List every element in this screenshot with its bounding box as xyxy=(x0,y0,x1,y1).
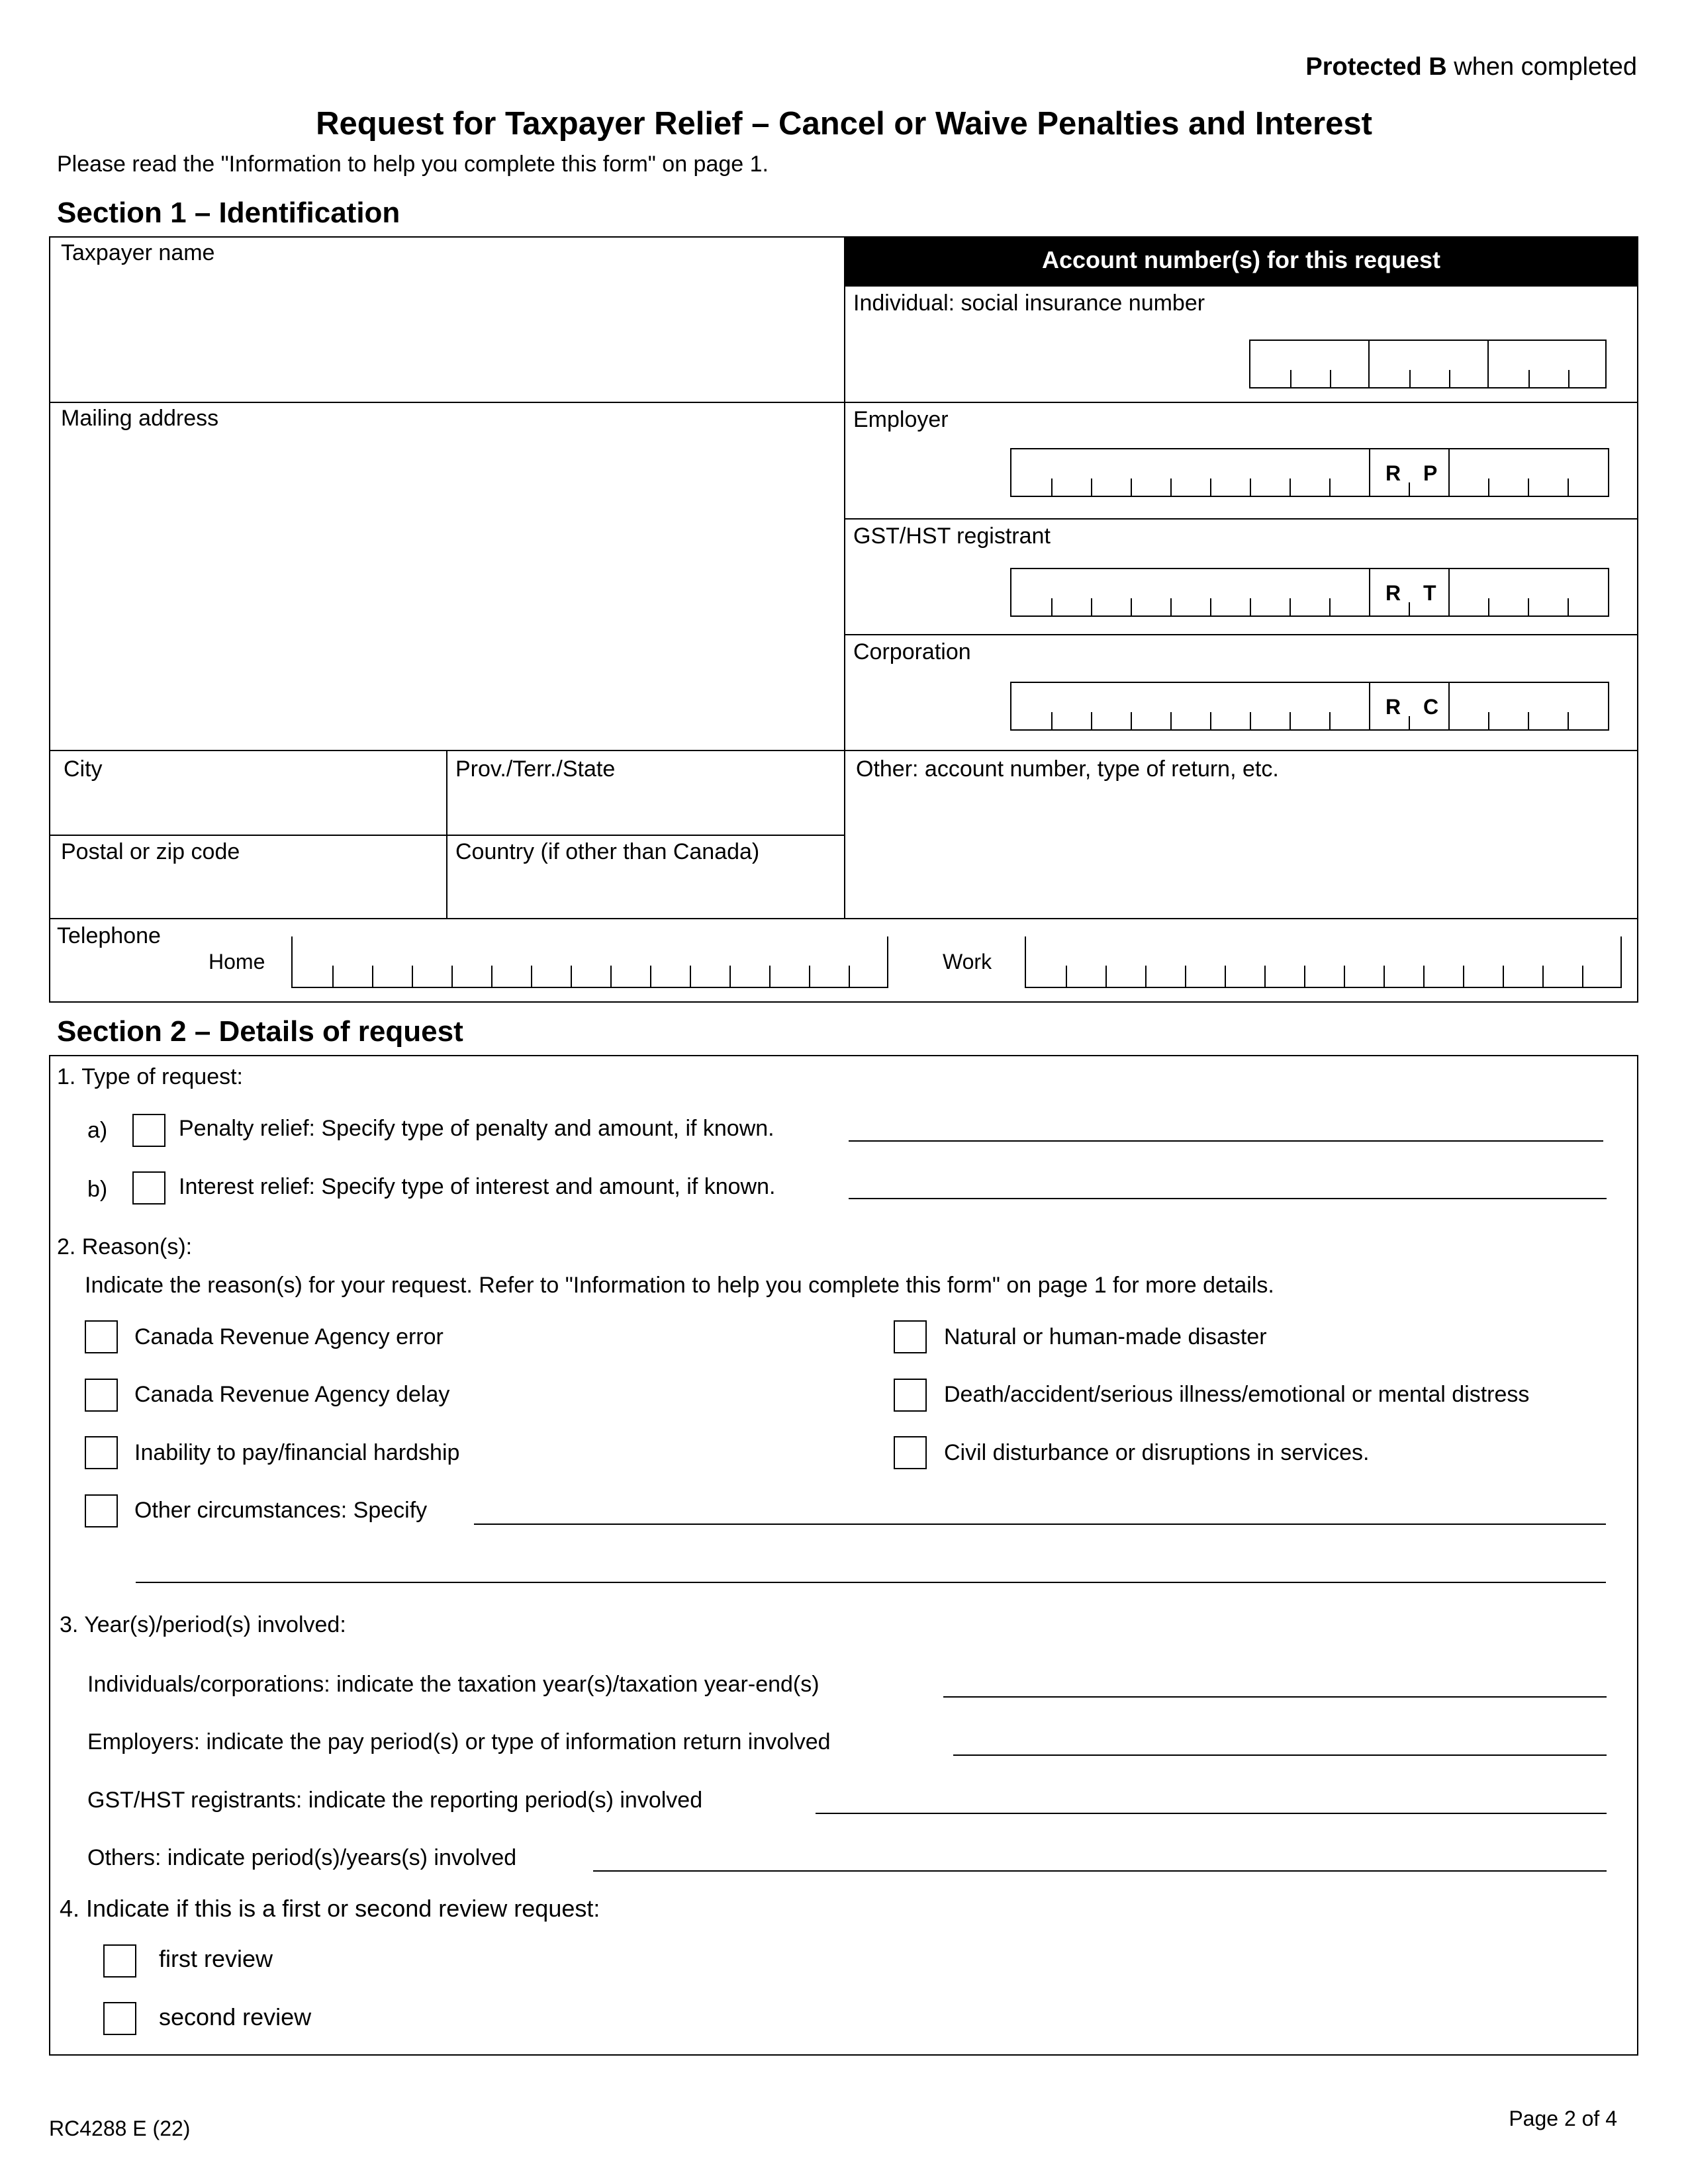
comb-tick xyxy=(1051,712,1053,729)
divider-h-postal xyxy=(49,918,1638,919)
phone-tick xyxy=(1582,966,1583,987)
taxpayer-name-field[interactable] xyxy=(53,271,841,398)
comb-tick xyxy=(1568,712,1569,729)
comb-divider xyxy=(1448,449,1450,496)
form-identifier: RC4288 E (22) xyxy=(49,2116,191,2140)
sin-group-divider xyxy=(1487,341,1489,387)
reason-other-input-line1[interactable] xyxy=(474,1524,1606,1525)
comb-tick xyxy=(1329,712,1331,729)
home-phone-label: Home xyxy=(209,950,265,974)
phone-tick xyxy=(1542,966,1544,987)
gst-code-t: T xyxy=(1423,581,1436,605)
q3-individuals-label: Individuals/corporations: indicate the taxation year(s)/taxation year-end(s) xyxy=(87,1672,820,1697)
reason-other-input-line2[interactable] xyxy=(136,1582,1606,1583)
reason-cra-error-checkbox[interactable] xyxy=(85,1320,118,1353)
q3-gst-label: GST/HST registrants: indicate the reporting period(s) involved xyxy=(87,1788,703,1813)
phone-tick xyxy=(1145,966,1147,987)
first-review-checkbox[interactable] xyxy=(103,1944,136,1978)
q3-heading: 3. Year(s)/period(s) involved: xyxy=(60,1612,346,1637)
q1a-marker: a) xyxy=(87,1118,108,1143)
comb-tick xyxy=(1091,478,1092,496)
comb-tick xyxy=(1210,598,1211,615)
interest-relief-input[interactable] xyxy=(849,1198,1607,1199)
phone-tick xyxy=(412,966,413,987)
penalty-relief-input[interactable] xyxy=(849,1140,1603,1142)
phone-tick xyxy=(1066,966,1067,987)
comb-tick xyxy=(1210,712,1211,729)
work-phone-label: Work xyxy=(943,950,992,974)
second-review-checkbox[interactable] xyxy=(103,2002,136,2035)
reason-disaster-label: Natural or human-made disaster xyxy=(944,1324,1267,1349)
province-field[interactable] xyxy=(450,788,841,831)
province-label: Prov./Terr./State xyxy=(455,756,616,782)
q2-instruction: Indicate the reason(s) for your request. Refer to "Information to help you complete this form" on page 1 for more details. xyxy=(85,1273,1274,1298)
corporation-account-field[interactable] xyxy=(1010,682,1609,731)
work-phone-field[interactable] xyxy=(1025,936,1622,988)
comb-divider xyxy=(1369,683,1370,729)
employer-code-p: P xyxy=(1423,461,1438,485)
mailing-address-label: Mailing address xyxy=(61,406,219,431)
penalty-relief-label: Penalty relief: Specify type of penalty and amount, if known. xyxy=(179,1116,774,1141)
country-field[interactable] xyxy=(450,870,841,914)
phone-tick xyxy=(1503,966,1504,987)
q1-heading: 1. Type of request: xyxy=(57,1064,243,1089)
comb-divider xyxy=(1369,449,1370,496)
divider-h-address xyxy=(49,750,1638,751)
comb-divider xyxy=(1448,569,1450,615)
comb-divider xyxy=(1369,569,1370,615)
q3-others-label: Others: indicate period(s)/years(s) involved xyxy=(87,1845,517,1870)
phone-tick xyxy=(372,966,373,987)
reason-death-illness-checkbox[interactable] xyxy=(894,1379,927,1412)
protected-b: Protected B xyxy=(1305,53,1447,81)
employer-label: Employer xyxy=(853,407,949,432)
sin-tick xyxy=(1409,370,1411,387)
phone-tick xyxy=(1423,966,1425,987)
comb-tick xyxy=(1329,598,1331,615)
sin-tick xyxy=(1568,370,1570,387)
reason-inability-to-pay-label: Inability to pay/financial hardship xyxy=(134,1440,460,1465)
phone-tick xyxy=(650,966,651,987)
comb-tick xyxy=(1528,712,1529,729)
reason-civil-disturbance-label: Civil disturbance or disruptions in services. xyxy=(944,1440,1370,1465)
page-number: Page 2 of 4 xyxy=(1509,2107,1617,2130)
other-account-field[interactable] xyxy=(849,788,1634,915)
reason-disaster-checkbox[interactable] xyxy=(894,1320,927,1353)
section2-heading: Section 2 – Details of request xyxy=(57,1015,463,1048)
q3-others-input[interactable] xyxy=(593,1870,1607,1872)
country-label: Country (if other than Canada) xyxy=(455,839,760,864)
phone-tick xyxy=(1344,966,1345,987)
phone-tick xyxy=(1463,966,1464,987)
reason-cra-delay-checkbox[interactable] xyxy=(85,1379,118,1412)
comb-tick xyxy=(1131,598,1132,615)
comb-tick xyxy=(1488,712,1489,729)
comb-tick xyxy=(1488,478,1489,496)
phone-tick xyxy=(769,966,771,987)
comb-tick xyxy=(1488,598,1489,615)
corporation-label: Corporation xyxy=(853,639,971,664)
q3-individuals-input[interactable] xyxy=(943,1696,1607,1698)
comb-tick xyxy=(1568,478,1569,496)
phone-tick xyxy=(1383,966,1385,987)
first-review-label: first review xyxy=(159,1945,273,1972)
comb-tick xyxy=(1329,478,1331,496)
comb-tick xyxy=(1131,478,1132,496)
comb-tick xyxy=(1210,478,1211,496)
divider-h-gst xyxy=(844,634,1638,635)
phone-tick xyxy=(610,966,612,987)
gst-code-r: R xyxy=(1385,581,1401,605)
second-review-label: second review xyxy=(159,2003,312,2030)
city-field[interactable] xyxy=(53,788,444,831)
phone-tick xyxy=(849,966,850,987)
phone-tick xyxy=(571,966,572,987)
phone-tick xyxy=(809,966,810,987)
comb-tick xyxy=(1289,712,1291,729)
comb-tick xyxy=(1409,602,1410,615)
comb-tick xyxy=(1250,712,1251,729)
comb-tick xyxy=(1250,598,1251,615)
comb-tick xyxy=(1051,598,1053,615)
q3-employers-label: Employers: indicate the pay period(s) or type of information return involved xyxy=(87,1729,831,1754)
other-account-label: Other: account number, type of return, etc. xyxy=(856,756,1279,782)
phone-tick xyxy=(729,966,731,987)
comb-divider xyxy=(1448,683,1450,729)
home-phone-field[interactable] xyxy=(291,936,888,988)
reason-inability-to-pay-checkbox[interactable] xyxy=(85,1436,118,1469)
mailing-address-field[interactable] xyxy=(53,437,841,747)
gst-account-field[interactable] xyxy=(1010,568,1609,617)
phone-tick xyxy=(690,966,691,987)
q4-heading: 4. Indicate if this is a first or second review request: xyxy=(60,1895,600,1922)
penalty-relief-checkbox[interactable] xyxy=(132,1114,165,1147)
employer-account-field[interactable] xyxy=(1010,448,1609,497)
comb-tick xyxy=(1250,478,1251,496)
sin-tick xyxy=(1330,370,1331,387)
comb-tick xyxy=(1289,478,1291,496)
accounts-header-label: Account number(s) for this request xyxy=(1041,246,1441,273)
phone-tick xyxy=(332,966,334,987)
protected-suffix: when completed xyxy=(1446,53,1637,81)
phone-tick xyxy=(531,966,532,987)
phone-tick xyxy=(1304,966,1305,987)
reason-cra-error-label: Canada Revenue Agency error xyxy=(134,1324,444,1349)
accounts-header xyxy=(844,236,1638,287)
comb-tick xyxy=(1131,712,1132,729)
comb-tick xyxy=(1091,598,1092,615)
comb-tick xyxy=(1528,598,1529,615)
comb-tick xyxy=(1170,598,1172,615)
comb-tick xyxy=(1091,712,1092,729)
comb-tick xyxy=(1568,598,1569,615)
phone-tick xyxy=(451,966,453,987)
comb-tick xyxy=(1528,478,1529,496)
phone-tick xyxy=(1225,966,1226,987)
comb-tick xyxy=(1289,598,1291,615)
sin-tick xyxy=(1290,370,1291,387)
comb-tick xyxy=(1170,712,1172,729)
divider-h-city xyxy=(49,835,845,836)
gst-label: GST/HST registrant xyxy=(853,523,1051,549)
postal-code-label: Postal or zip code xyxy=(61,839,240,864)
reason-cra-delay-label: Canada Revenue Agency delay xyxy=(134,1382,450,1407)
q2-heading: 2. Reason(s): xyxy=(57,1234,193,1259)
sin-label: Individual: social insurance number xyxy=(853,291,1205,316)
corporation-code-r: R xyxy=(1385,695,1401,719)
comb-tick xyxy=(1051,478,1053,496)
form-instruction: Please read the "Information to help you complete this form" on page 1. xyxy=(57,152,769,177)
q3-gst-input[interactable] xyxy=(816,1813,1607,1814)
comb-tick xyxy=(1409,482,1410,496)
protected-label xyxy=(1305,54,1637,79)
comb-tick xyxy=(1409,716,1410,729)
phone-tick xyxy=(1105,966,1107,987)
divider-h-name xyxy=(49,402,845,403)
sin-tick xyxy=(1449,370,1450,387)
reason-other-checkbox[interactable] xyxy=(85,1494,118,1527)
sin-tick xyxy=(1528,370,1530,387)
q3-employers-input[interactable] xyxy=(953,1754,1607,1756)
telephone-label: Telephone xyxy=(57,923,161,948)
q1b-marker: b) xyxy=(87,1177,108,1202)
form-title: Request for Taxpayer Relief – Cancel or Waive Penalties and Interest xyxy=(316,106,1372,142)
section1-heading: Section 1 – Identification xyxy=(57,197,400,229)
divider-vertical-main xyxy=(844,236,845,919)
city-label: City xyxy=(64,756,103,782)
comb-tick xyxy=(1170,478,1172,496)
divider-h-employer xyxy=(844,518,1638,520)
employer-code-r: R xyxy=(1385,461,1401,485)
phone-tick xyxy=(1185,966,1186,987)
interest-relief-checkbox[interactable] xyxy=(132,1171,165,1205)
sin-field[interactable] xyxy=(1249,340,1607,388)
reason-death-illness-label: Death/accident/serious illness/emotional or mental distress xyxy=(944,1382,1530,1407)
phone-tick xyxy=(491,966,492,987)
phone-tick xyxy=(1264,966,1266,987)
corporation-code-c: C xyxy=(1423,695,1439,719)
interest-relief-label: Interest relief: Specify type of interest and amount, if known. xyxy=(179,1174,776,1199)
divider-h-sin xyxy=(844,402,1638,403)
taxpayer-name-label: Taxpayer name xyxy=(61,240,215,265)
sin-group-divider xyxy=(1368,341,1370,387)
reason-other-label: Other circumstances: Specify xyxy=(134,1498,428,1523)
postal-code-field[interactable] xyxy=(53,870,444,914)
reason-civil-disturbance-checkbox[interactable] xyxy=(894,1436,927,1469)
